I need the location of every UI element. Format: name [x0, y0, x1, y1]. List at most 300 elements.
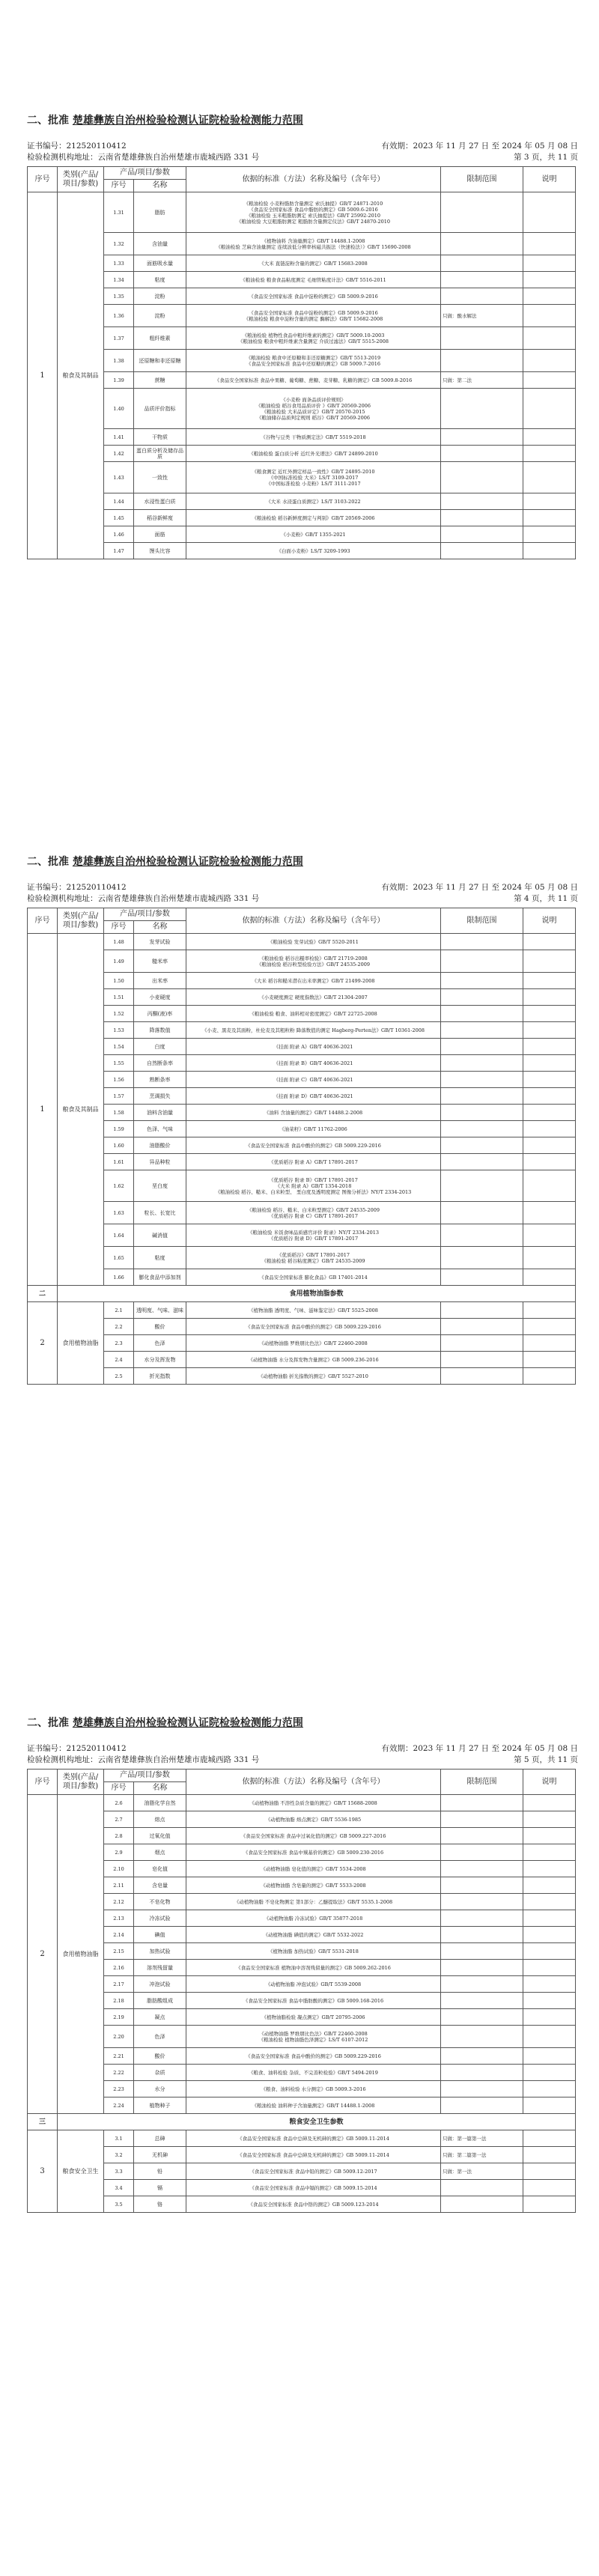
document-page-3	[0, 0, 599, 839]
limit-cell	[441, 1202, 523, 1224]
limit-cell	[441, 1877, 523, 1894]
limit-cell	[441, 1154, 523, 1170]
limit-cell	[441, 950, 523, 973]
table-row	[28, 327, 576, 350]
limit-cell	[441, 2026, 523, 2048]
table-row	[28, 192, 576, 233]
standard-cell	[186, 1302, 441, 1319]
standard-line: 《动植物油脂 冲泡试验》GB/T 5539-2008	[265, 1981, 362, 1987]
standard-cell	[186, 233, 441, 255]
header-category: 类别(产品/项目/参数)	[58, 1770, 104, 1795]
title-prefix: 二、批准	[27, 115, 69, 127]
standard-line: 《动植物油脂 不溶性杂质含量的测定》GB/T 15688-2008	[249, 1799, 377, 1806]
note-cell	[523, 1943, 576, 1960]
table-row	[28, 1202, 576, 1224]
note-cell	[523, 1088, 576, 1105]
limit-cell	[441, 233, 523, 255]
limit-cell	[441, 2065, 523, 2081]
standard-line: 《粮食测定 近红外测定样品一致性》GB/T 24895-2010	[252, 468, 375, 475]
standard-cell	[186, 2097, 441, 2114]
table-row	[28, 2026, 576, 2048]
validity-period: 有效期：2023 年 11 月 27 日 至 2024 年 05 月 08 日	[381, 142, 578, 151]
page-meta	[27, 141, 578, 163]
table-row	[28, 526, 576, 543]
standard-line: 《挂面 附录 D》GB/T 40636-2021	[273, 1093, 353, 1099]
limit-cell	[441, 327, 523, 350]
param-name: 降落数值	[134, 1022, 186, 1039]
param-no: 3.4	[104, 2180, 134, 2196]
standard-cell	[186, 2180, 441, 2196]
param-no: 1.52	[104, 1006, 134, 1022]
note-cell	[523, 1960, 576, 1976]
standard-line: 《优质稻谷 附录 A》GB/T 17891-2017	[269, 1158, 358, 1165]
standard-line: 《食品安全国家标准 食品中果糖、葡萄糖、蔗糖、麦芽糖、乳糖的测定》GB 5009.8-2016	[214, 377, 413, 383]
title-main: 楚雄彝族自治州检验检测认证院检验检测能力范围	[72, 856, 303, 868]
param-name: 出米率	[134, 973, 186, 989]
standard-line: 《粮油检验 油料种子含油量测定》GB/T 14488.1-2008	[252, 2102, 375, 2109]
param-name: 色泽	[134, 1335, 186, 1352]
param-no: 2.2	[104, 1319, 134, 1335]
standard-cell	[186, 1137, 441, 1154]
standard-cell	[186, 389, 441, 429]
param-name: 还原糖和非还原糖	[134, 350, 186, 372]
param-name: 淀粉	[134, 288, 186, 305]
row-seq: 2	[28, 1795, 58, 2114]
table-row	[28, 233, 576, 255]
param-no: 2.17	[104, 1976, 134, 1993]
standard-cell	[186, 1811, 441, 1828]
standard-line: 《食品安全国家标准 食品中酸价的测定》GB 5009.229-2016	[246, 1323, 381, 1330]
param-no: 1.56	[104, 1072, 134, 1088]
table-row	[28, 950, 576, 973]
limit-cell	[441, 989, 523, 1006]
standard-cell	[186, 1121, 441, 1137]
standard-line: 《优质稻谷 附录 C》GB/T 17891-2017	[268, 1212, 359, 1219]
standard-cell	[186, 2196, 441, 2213]
standard-line: 《粮油检验 米饭食味品质感官评价 附录》NY/T 2334-2013	[248, 1229, 379, 1236]
param-name: 粘度	[134, 1247, 186, 1269]
standard-line: 《食品安全国家标准 食品中淀粉的测定》GB 5009.9-2016	[249, 293, 378, 300]
group-title: 食用植物油脂参数	[58, 1286, 576, 1302]
param-no: 1.58	[104, 1105, 134, 1121]
header-seq: 序号	[28, 1770, 58, 1795]
standard-cell	[186, 493, 441, 510]
standard-line: 《食品安全国家标准 食品中镉的测定》GB 5009.15-2014	[249, 2184, 377, 2191]
table-row	[28, 1368, 576, 1385]
param-no: 2.6	[104, 1795, 134, 1811]
table-row	[28, 1170, 576, 1202]
header-limit: 限制范围	[441, 167, 523, 192]
standard-line: 《挂面 附录 A》GB/T 40636-2021	[273, 1043, 353, 1050]
row-category: 粮食及其制品	[58, 934, 104, 1286]
standard-cell	[186, 973, 441, 989]
standard-cell	[186, 2065, 441, 2081]
standard-line: 《食品安全国家标准 食品中总砷及无机砷的测定》GB 5009.11-2014	[237, 2151, 389, 2158]
standard-line: 《优质稻谷 附录 B》GB/T 17891-2017	[269, 1176, 358, 1183]
standard-line: 《大米 直链淀粉含量的测定》GB/T 15683-2008	[259, 260, 368, 267]
standard-line: 《小麦粉 面条品质评价规则》	[281, 396, 346, 403]
document-page-5	[0, 1700, 599, 2576]
limit-cell	[441, 288, 523, 305]
standard-cell	[186, 934, 441, 950]
table-row	[28, 1877, 576, 1894]
param-no: 1.54	[104, 1039, 134, 1055]
standard-line: 《粮油检验 粮食、油料相对密度测定》GB/T 22725-2008	[249, 1010, 377, 1017]
param-no: 2.13	[104, 1910, 134, 1927]
cert-number: 212520110412	[66, 142, 127, 151]
standard-line: 《小麦硬度测定 硬度指数法》GB/T 21304-2007	[259, 994, 368, 1000]
standard-cell	[186, 429, 441, 446]
table-row	[28, 1137, 576, 1154]
row-seq: 1	[28, 934, 58, 1286]
note-cell	[523, 1006, 576, 1022]
param-name: 冷冻试验	[134, 1910, 186, 1927]
limit-cell	[441, 1055, 523, 1072]
title-main: 楚雄彝族自治州检验检测认证院检验检测能力范围	[72, 115, 303, 127]
limit-cell	[441, 1170, 523, 1202]
header-row	[28, 167, 576, 180]
header-row	[28, 908, 576, 921]
row-category: 食用植物油脂	[58, 1795, 104, 2114]
table-row	[28, 1352, 576, 1368]
limit-cell	[441, 1302, 523, 1319]
standard-line: 《优质稻谷》GB/T 17891-2017	[277, 1251, 350, 1258]
standard-line: 《粮油检验 稻谷食用品质评价 》GB/T 20569-2006	[255, 402, 371, 409]
header-limit: 限制范围	[441, 908, 523, 934]
limit-cell	[441, 192, 523, 233]
document-page-4	[0, 846, 599, 1692]
limit-cell	[441, 1269, 523, 1286]
param-no: 1.46	[104, 526, 134, 543]
param-no: 2.22	[104, 2065, 134, 2081]
param-name: 粒长、长宽比	[134, 1202, 186, 1224]
standard-line: 《粮油检验 蛋白质分析 近红外光谱法》GB/T 24899-2010	[249, 450, 378, 457]
standard-cell	[186, 1894, 441, 1910]
note-cell	[523, 543, 576, 559]
row-seq: 2	[28, 1302, 58, 1385]
note-cell	[523, 950, 576, 973]
table-row	[28, 2009, 576, 2026]
table-row	[28, 1943, 576, 1960]
param-name: 酸价	[134, 1319, 186, 1335]
standard-line: 《大米 水浸蛋白质测定》LS/T 3103-2022	[266, 498, 361, 505]
standard-cell	[186, 1877, 441, 1894]
standard-line: 《油菜籽》GB/T 11762-2006	[279, 1126, 347, 1132]
limit-cell	[441, 2097, 523, 2114]
param-no: 1.37	[104, 327, 134, 350]
table-row	[28, 2097, 576, 2114]
note-cell	[523, 1993, 576, 2009]
standard-cell	[186, 1844, 441, 1861]
header-note: 说明	[523, 167, 576, 192]
param-name: 烟点	[134, 1844, 186, 1861]
limit-cell	[441, 1927, 523, 1943]
table-row	[28, 1154, 576, 1170]
note-cell	[523, 493, 576, 510]
validity-period: 有效期：2023 年 11 月 27 日 至 2024 年 05 月 08 日	[381, 1744, 578, 1753]
param-name: 面筋吸水量	[134, 255, 186, 272]
limit-cell	[441, 1993, 523, 2009]
param-no: 2.4	[104, 1352, 134, 1368]
param-name: 淀粉	[134, 305, 186, 327]
standard-line: 《食品安全国家标准 膨化食品》GB 17401-2014	[259, 1274, 368, 1281]
param-name: 异品种粒	[134, 1154, 186, 1170]
note-cell	[523, 2147, 576, 2163]
header-category: 类别(产品/项目/参数)	[58, 908, 104, 934]
table-row	[28, 934, 576, 950]
note-cell	[523, 1302, 576, 1319]
limit-cell	[441, 1368, 523, 1385]
page-title	[27, 1715, 303, 1730]
table-row	[28, 1894, 576, 1910]
standard-line: 《挂面 附录 C》GB/T 40636-2021	[273, 1076, 353, 1083]
param-name: 冲泡试验	[134, 1976, 186, 1993]
table-row	[28, 2130, 576, 2147]
table-row	[28, 1269, 576, 1286]
limit-cell	[441, 1121, 523, 1137]
note-cell	[523, 255, 576, 272]
param-name: 油脂化学自然	[134, 1795, 186, 1811]
note-cell	[523, 305, 576, 327]
note-cell	[523, 1247, 576, 1269]
note-cell	[523, 1319, 576, 1335]
standard-cell	[186, 1368, 441, 1385]
note-cell	[523, 1976, 576, 1993]
param-no: 2.14	[104, 1927, 134, 1943]
standard-cell	[186, 305, 441, 327]
param-no: 2.18	[104, 1993, 134, 2009]
limit-cell: 只做：第二篇第一法	[441, 2147, 523, 2163]
scope-table	[27, 908, 576, 1385]
standard-line: 《粮油检验 稻谷、糙米、白米粒型、 垩白度及透明度测定 图像分析法》NY/T 2334-2013	[215, 1188, 412, 1195]
standard-line: 《动植物油脂 皂化值的测定》GB/T 5534-2008	[261, 1865, 366, 1872]
param-no: 1.65	[104, 1247, 134, 1269]
page-number: 第 3 页，共 11 页	[514, 153, 578, 162]
standard-line: 《大米 附录 A》GB/T 1354-2018	[275, 1182, 352, 1189]
param-no: 2.19	[104, 2009, 134, 2026]
standard-cell	[186, 2163, 441, 2180]
param-name: 镉	[134, 2180, 186, 2196]
param-no: 1.62	[104, 1170, 134, 1202]
limit-cell	[441, 1811, 523, 1828]
param-no: 1.39	[104, 372, 134, 389]
param-no: 1.45	[104, 510, 134, 526]
param-name: 面筋	[134, 526, 186, 543]
param-no: 2.20	[104, 2026, 134, 2048]
standard-line: 《白面小麦粉》LS/T 3209-1993	[276, 547, 350, 554]
limit-cell: 只做：酸水解法	[441, 305, 523, 327]
limit-cell	[441, 1828, 523, 1844]
header-note: 说明	[523, 908, 576, 934]
note-cell	[523, 2180, 576, 2196]
note-cell	[523, 2097, 576, 2114]
param-no: 1.48	[104, 934, 134, 950]
param-no: 3.5	[104, 2196, 134, 2213]
header-seq: 序号	[28, 908, 58, 934]
note-cell	[523, 327, 576, 350]
param-name: 熟断条率	[134, 1072, 186, 1088]
group-seq: 三	[28, 2114, 58, 2130]
limit-cell	[441, 272, 523, 288]
param-name: 垩白度	[134, 1170, 186, 1202]
scope-table	[27, 1769, 576, 2213]
table-row	[28, 1976, 576, 1993]
standard-line: 《食品安全国家标准 植物油中溶剂残留量的测定》GB 5009.262-2016	[236, 1964, 391, 1971]
standard-cell	[186, 1993, 441, 2009]
limit-cell	[441, 2009, 523, 2026]
table-row	[28, 2048, 576, 2065]
limit-cell	[441, 1795, 523, 1811]
group-row	[28, 1286, 576, 1302]
limit-cell	[441, 1022, 523, 1039]
standard-cell	[186, 1861, 441, 1877]
param-name: 铅	[134, 2163, 186, 2180]
note-cell	[523, 1335, 576, 1352]
lab-address: 检验检测机构地址：云南省楚雄彝族自治州楚雄市鹿城西路 331 号	[27, 153, 260, 162]
standard-line: 《小麦、黑麦及其面粉，杜伦麦及其粗粒粉 降落数值的测定 Hagberg-Perten法》GB/T 10361-2008	[202, 1027, 425, 1033]
standard-line: 《中国标准检验 小麦粉》LS/T 3111-2017	[266, 480, 361, 487]
limit-cell	[441, 510, 523, 526]
limit-cell	[441, 1088, 523, 1105]
param-name: 小麦硬度	[134, 989, 186, 1006]
table-row	[28, 973, 576, 989]
param-name: 发芽试验	[134, 934, 186, 950]
note-cell	[523, 1828, 576, 1844]
table-row	[28, 389, 576, 429]
header-standard: 依据的标准（方法）名称及编号（含年号）	[186, 908, 441, 934]
limit-cell	[441, 1072, 523, 1088]
table-row	[28, 429, 576, 446]
header-sub-seq: 序号	[104, 921, 134, 934]
page-title	[27, 112, 303, 127]
standard-line: 《粮油检验 稻谷、糙米、白米粒型测定》GB/T 24535-2009	[246, 1206, 380, 1213]
note-cell	[523, 1910, 576, 1927]
standard-line: 《植物油料 含油量测定》GB/T 14488.1-2008	[261, 237, 365, 244]
param-name: 蔗糖	[134, 372, 186, 389]
note-cell	[523, 2026, 576, 2048]
standard-cell	[186, 2048, 441, 2065]
page-meta	[27, 1743, 578, 1766]
group-title: 粮食安全卫生参数	[58, 2114, 576, 2130]
param-name: 过氧化值	[134, 1828, 186, 1844]
limit-cell	[441, 2048, 523, 2065]
note-cell	[523, 1224, 576, 1247]
param-no: 1.36	[104, 305, 134, 327]
note-cell	[523, 510, 576, 526]
param-name: 水分	[134, 2081, 186, 2097]
param-name: 膨化食品中添加剂	[134, 1269, 186, 1286]
param-no: 1.38	[104, 350, 134, 372]
table-row	[28, 1302, 576, 1319]
param-no: 1.40	[104, 389, 134, 429]
note-cell	[523, 192, 576, 233]
standard-cell	[186, 272, 441, 288]
header-seq: 序号	[28, 167, 58, 192]
table-row	[28, 1055, 576, 1072]
standard-cell	[186, 192, 441, 233]
row-category: 粮食及其制品	[58, 192, 104, 559]
limit-cell	[441, 1976, 523, 1993]
note-cell	[523, 462, 576, 493]
param-no: 1.49	[104, 950, 134, 973]
note-cell	[523, 2065, 576, 2081]
note-cell	[523, 1039, 576, 1055]
standard-line: 《粮油检验 稻谷粘度测定》GB/T 24535-2009	[261, 1257, 365, 1264]
standard-line: 《粮油检验 粮食中淀粉含量的测定 酶解法》GB/T 15682-2008	[243, 315, 383, 322]
header-limit: 限制范围	[441, 1770, 523, 1795]
param-no: 1.44	[104, 493, 134, 510]
param-name: 凝点	[134, 2009, 186, 2026]
param-no: 2.9	[104, 1844, 134, 1861]
row-seq: 3	[28, 2130, 58, 2213]
note-cell	[523, 1927, 576, 1943]
param-no: 1.47	[104, 543, 134, 559]
param-name: 熔点	[134, 1811, 186, 1828]
table-row	[28, 1105, 576, 1121]
title-prefix: 二、批准	[27, 1717, 69, 1729]
standard-cell	[186, 1170, 441, 1202]
standard-cell	[186, 2081, 441, 2097]
table-row	[28, 1910, 576, 1927]
header-standard: 依据的标准（方法）名称及编号（含年号）	[186, 167, 441, 192]
limit-cell: 只做：第二法	[441, 372, 523, 389]
note-cell	[523, 1795, 576, 1811]
limit-cell	[441, 973, 523, 989]
header-sub-seq: 序号	[104, 180, 134, 192]
param-no: 2.21	[104, 2048, 134, 2065]
header-note: 说明	[523, 1770, 576, 1795]
standard-cell	[186, 1105, 441, 1121]
standard-line: 《植物油脂 加热试验》GB/T 5531-2018	[268, 1948, 359, 1954]
limit-cell	[441, 389, 523, 429]
standard-line: 《粮油检验 发芽试验》GB/T 5520-2011	[268, 938, 359, 945]
standard-line: 《粮油检验 植物油脂色泽测定》LS/T 6107-2012	[258, 2036, 368, 2043]
standard-cell	[186, 1927, 441, 1943]
note-cell	[523, 1072, 576, 1088]
standard-cell	[186, 1072, 441, 1088]
note-cell	[523, 1352, 576, 1368]
header-name: 名称	[134, 1782, 186, 1795]
param-name: 油料含油量	[134, 1105, 186, 1121]
note-cell	[523, 973, 576, 989]
limit-cell	[441, 1352, 523, 1368]
table-row	[28, 1828, 576, 1844]
param-name: 碘值	[134, 1927, 186, 1943]
note-cell	[523, 2048, 576, 2065]
table-row	[28, 1927, 576, 1943]
table-row	[28, 1993, 576, 2009]
param-name: 脂肪酸组成	[134, 1993, 186, 2009]
table-row	[28, 2180, 576, 2196]
limit-cell	[441, 1105, 523, 1121]
standard-line: 《植物油脂 透明度、气味、滋味鉴定法》GB/T 5525-2008	[249, 1307, 378, 1313]
note-cell	[523, 1137, 576, 1154]
param-no: 1.31	[104, 192, 134, 233]
param-no: 3.1	[104, 2130, 134, 2147]
note-cell	[523, 389, 576, 429]
table-row	[28, 989, 576, 1006]
note-cell	[523, 1154, 576, 1170]
note-cell	[523, 1861, 576, 1877]
note-cell	[523, 350, 576, 372]
param-no: 1.66	[104, 1269, 134, 1286]
param-name: 水分及挥发物	[134, 1352, 186, 1368]
param-no: 3.3	[104, 2163, 134, 2180]
table-row	[28, 2065, 576, 2081]
note-cell	[523, 2009, 576, 2026]
standard-cell	[186, 1910, 441, 1927]
param-name: 丙酮(液)率	[134, 1006, 186, 1022]
